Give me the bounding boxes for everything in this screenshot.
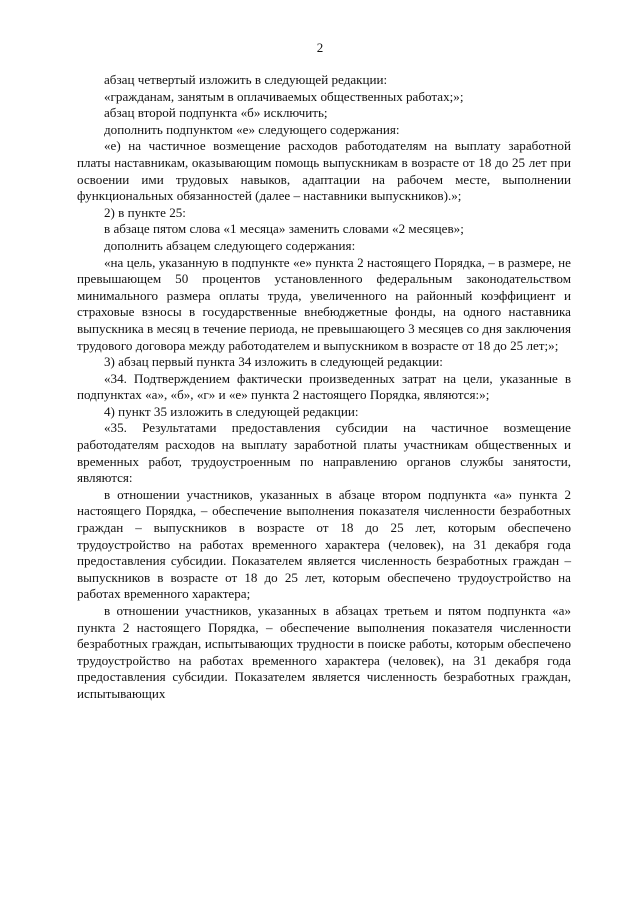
paragraph: «35. Результатами предоставления субсидии на частичное возмещение работодателям расходов на выплату заработной платы участникам общественных и временных работ, трудоустроенным по направлению органов службы занятости, являются:: [77, 420, 571, 486]
document-body: [77, 72, 571, 703]
paragraph: в отношении участников, указанных в абзаце втором подпункта «а» пункта 2 настоящего Порядка, – обеспечение выполнения показателя численности безработных граждан – выпускников в возрасте от 18 до 25 лет, которым обеспечено трудоустройство на работах временного характера (человек), на 31 декабря года предоставления субсидии. Показателем является численность безработных граждан – выпускников в возрасте от 18 до 25 лет, которым обеспечено трудоустройство на работах временного характера;: [77, 486, 571, 602]
paragraph: дополнить подпунктом «е» следующего содержания:: [104, 121, 400, 137]
paragraph: 4) пункт 35 изложить в следующей редакции:: [104, 403, 359, 419]
paragraph: дополнить абзацем следующего содержания:: [104, 237, 356, 253]
paragraph: абзац четвертый изложить в следующей редакции:: [104, 72, 388, 87]
paragraph: 2) в пункте 25:: [104, 204, 186, 220]
paragraph: в отношении участников, указанных в абзацах третьем и пятом подпункта «а» пункта 2 настоящего Порядка, – обеспечение выполнения показателя численности безработных граждан, испытывающих трудности в поиске работы, которым обеспечено трудоустройство на работах временного характера (человек), на 31 декабря года предоставления субсидии. Показателем является численность безработных граждан, испытывающих: [77, 603, 571, 701]
paragraph: «гражданам, занятым в оплачиваемых общественных работах;»;: [104, 88, 464, 104]
paragraph: «на цель, указанную в подпункте «е» пункта 2 настоящего Порядка, – в размере, не превышающем 50 процентов установленного федеральным законодательством минимального размера оплаты труда, увеличенного на районный коэффициент и страховые взносы в государственные внебюджетные фонды, на одного наставника выпускника в месяц в течение периода, не превышающего 3 месяцев со дня заключения трудового договора между работодателем и выпускником в возрасте от 18 до 25 лет;»;: [77, 254, 571, 353]
paragraph: «34. Подтверждением фактически произведенных затрат на цели, указанные в подпунктах «а», «б», «г» и «е» пункта 2 настоящего Порядка, являются:»;: [77, 370, 571, 403]
paragraph: 3) абзац первый пункта 34 изложить в следующей редакции:: [104, 354, 443, 370]
paragraph: в абзаце пятом слова «1 месяца» заменить словами «2 месяцев»;: [104, 221, 464, 237]
paragraph: абзац второй подпункта «б» исключить;: [104, 105, 328, 121]
paragraph: «е) на частичное возмещение расходов работодателям на выплату заработной платы наставникам, оказывающим помощь выпускникам в возрасте от 18 до 25 лет при освоении ими трудовых навыков, адаптации на рабочем месте, выполнении функциональных обязанностей (далее – наставники выпускников).»;: [77, 138, 571, 204]
page-number: 2: [316, 40, 324, 55]
